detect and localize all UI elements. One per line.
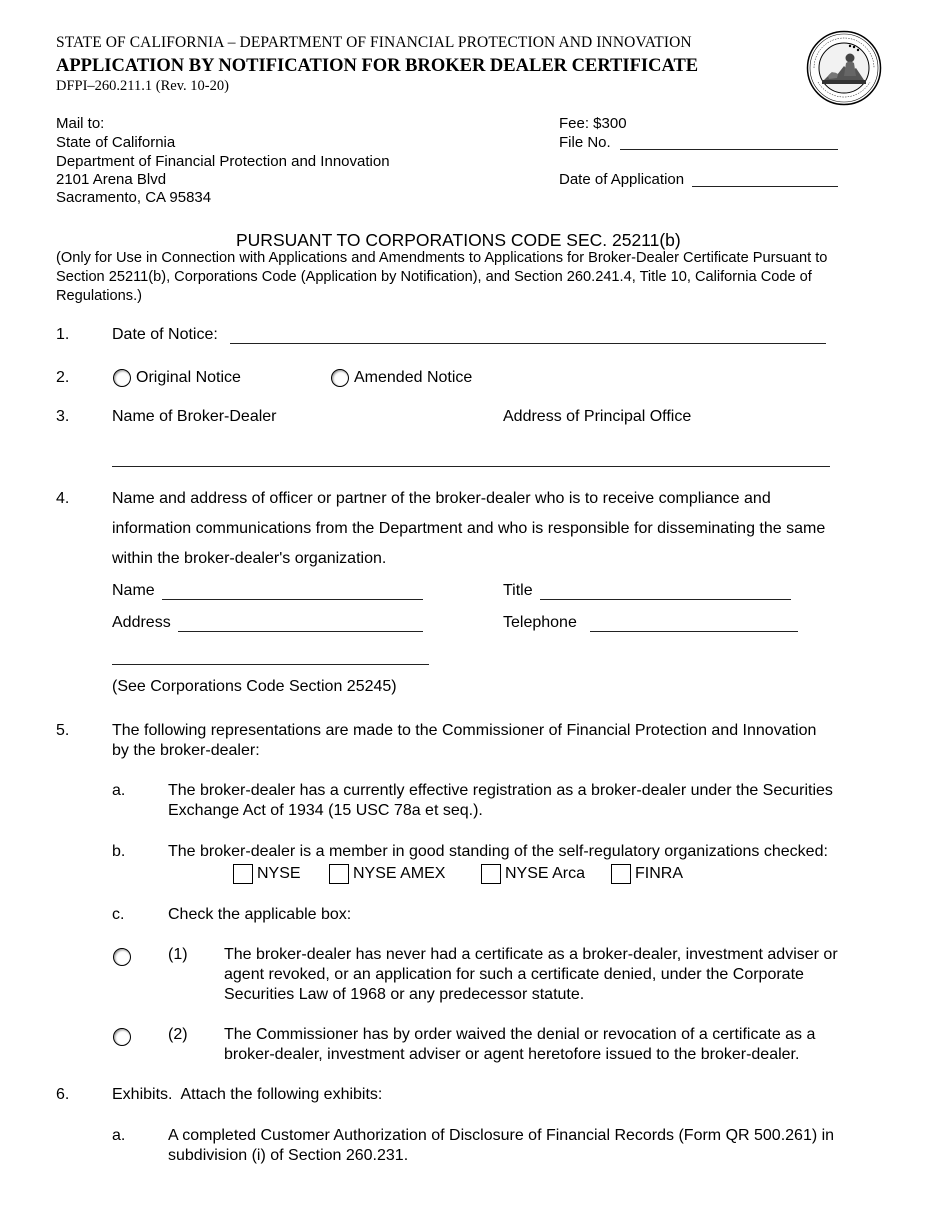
- org-label: NYSE Arca: [505, 865, 586, 882]
- date-of-application-label: Date of Application: [559, 171, 685, 188]
- file-no-label: File No.: [559, 134, 611, 151]
- item5a-text: The broker-dealer has a currently effective registration as a broker-dealer under the Securities: [168, 782, 833, 799]
- option2-text: The Commissioner has by order waived the denial or revocation of a certificate as a: [224, 1026, 816, 1043]
- item-number: 4.: [56, 490, 70, 507]
- option1-text: The broker-dealer has never had a certificate as a broker-dealer, investment adviser or: [224, 946, 838, 963]
- officer-name-field[interactable]: [162, 599, 423, 600]
- officer-title-field[interactable]: [540, 599, 791, 600]
- mail-to-line: Department of Financial Protection and Innovation: [56, 153, 390, 170]
- principal-office-address-label: Address of Principal Office: [503, 408, 692, 425]
- officer-address-field[interactable]: [178, 631, 423, 632]
- org-label: FINRA: [635, 865, 683, 882]
- original-notice-radio[interactable]: [113, 369, 131, 387]
- item-number: 1.: [56, 326, 70, 343]
- item-number: 5.: [56, 722, 70, 739]
- see-code-note: (See Corporations Code Section 25245): [112, 678, 397, 695]
- pursuant-heading: PURSUANT TO CORPORATIONS CODE SEC. 25211(b): [236, 230, 681, 250]
- sub-letter: a.: [112, 1127, 126, 1144]
- org-label: NYSE: [257, 865, 301, 882]
- waived-radio[interactable]: [113, 1028, 131, 1046]
- sub-letter: b.: [112, 843, 126, 860]
- officer-title-label: Title: [503, 582, 533, 599]
- org-label: NYSE AMEX: [353, 865, 446, 882]
- date-of-notice-label: Date of Notice:: [112, 326, 218, 343]
- sub-letter: c.: [112, 906, 125, 923]
- item5b-text: The broker-dealer is a member in good standing of the self-regulatory organizations checked:: [168, 843, 828, 860]
- option-number: (1): [168, 946, 188, 963]
- mail-to-line: State of California: [56, 134, 176, 151]
- date-of-application-field[interactable]: [692, 186, 838, 187]
- pursuant-note: Regulations.): [56, 288, 142, 304]
- nyse-arca-checkbox[interactable]: [481, 864, 501, 884]
- broker-dealer-name-label: Name of Broker-Dealer: [112, 408, 277, 425]
- agency-header: STATE OF CALIFORNIA – DEPARTMENT OF FINANCIAL PROTECTION AND INNOVATION: [56, 34, 692, 51]
- fee-text: Fee: $300: [559, 115, 627, 132]
- officer-telephone-label: Telephone: [503, 614, 577, 631]
- item6-intro: Exhibits. Attach the following exhibits:: [112, 1086, 383, 1103]
- option1-text: Securities Law of 1968 or any predecessor statute.: [224, 986, 585, 1003]
- date-of-notice-field[interactable]: [230, 343, 826, 344]
- item-number: 3.: [56, 408, 70, 425]
- option2-text: broker-dealer, investment adviser or agent heretofore issued to the broker-dealer.: [224, 1046, 800, 1063]
- item6a-text: A completed Customer Authorization of Disclosure of Financial Records (Form QR 500.261) in: [168, 1127, 835, 1144]
- form-number: DFPI–260.211.1 (Rev. 10-20): [56, 78, 229, 94]
- option1-text: agent revoked, or an application for such a certificate denied, under the Corporate: [224, 966, 804, 983]
- officer-address-label: Address: [112, 614, 171, 631]
- mail-to-line: Sacramento, CA 95834: [56, 189, 212, 206]
- amended-notice-label: Amended Notice: [354, 369, 473, 386]
- nyse-checkbox[interactable]: [233, 864, 253, 884]
- item5-intro: by the broker-dealer:: [112, 742, 260, 759]
- officer-telephone-field[interactable]: [590, 631, 798, 632]
- nyse-amex-checkbox[interactable]: [329, 864, 349, 884]
- file-no-field[interactable]: [620, 149, 838, 150]
- original-notice-label: Original Notice: [136, 369, 241, 386]
- item4-text: Name and address of officer or partner of the broker-dealer who is to receive compliance and: [112, 490, 771, 507]
- item4-text: information communications from the Department and who is responsible for disseminating the same: [112, 520, 826, 537]
- mail-to-label: Mail to:: [56, 115, 105, 132]
- mail-to-line: 2101 Arena Blvd: [56, 171, 167, 188]
- form-title: APPLICATION BY NOTIFICATION FOR BROKER DEALER CERTIFICATE: [56, 56, 699, 76]
- pursuant-note: Section 25211(b), Corporations Code (Application by Notification), and Section 260.241.4, Title 10, California Code of: [56, 269, 812, 285]
- finra-checkbox[interactable]: [611, 864, 631, 884]
- sub-letter: a.: [112, 782, 126, 799]
- item5a-text: Exchange Act of 1934 (15 USC 78a et seq.).: [168, 802, 483, 819]
- item4-text: within the broker-dealer's organization.: [112, 550, 387, 567]
- item5c-text: Check the applicable box:: [168, 906, 352, 923]
- never-revoked-radio[interactable]: [113, 948, 131, 966]
- item5-intro: The following representations are made to the Commissioner of Financial Protection and Innovation: [112, 722, 817, 739]
- broker-dealer-name-address-field[interactable]: [112, 466, 830, 467]
- option-number: (2): [168, 1026, 188, 1043]
- item6a-text: subdivision (i) of Section 260.231.: [168, 1147, 409, 1164]
- officer-address-field-line2[interactable]: [112, 664, 429, 665]
- california-seal-icon: [806, 30, 882, 106]
- pursuant-note: (Only for Use in Connection with Applications and Amendments to Applications for Broker-Dealer Certificate Pursuant to: [56, 250, 828, 266]
- officer-name-label: Name: [112, 582, 155, 599]
- item-number: 6.: [56, 1086, 70, 1103]
- item-number: 2.: [56, 369, 70, 386]
- amended-notice-radio[interactable]: [331, 369, 349, 387]
